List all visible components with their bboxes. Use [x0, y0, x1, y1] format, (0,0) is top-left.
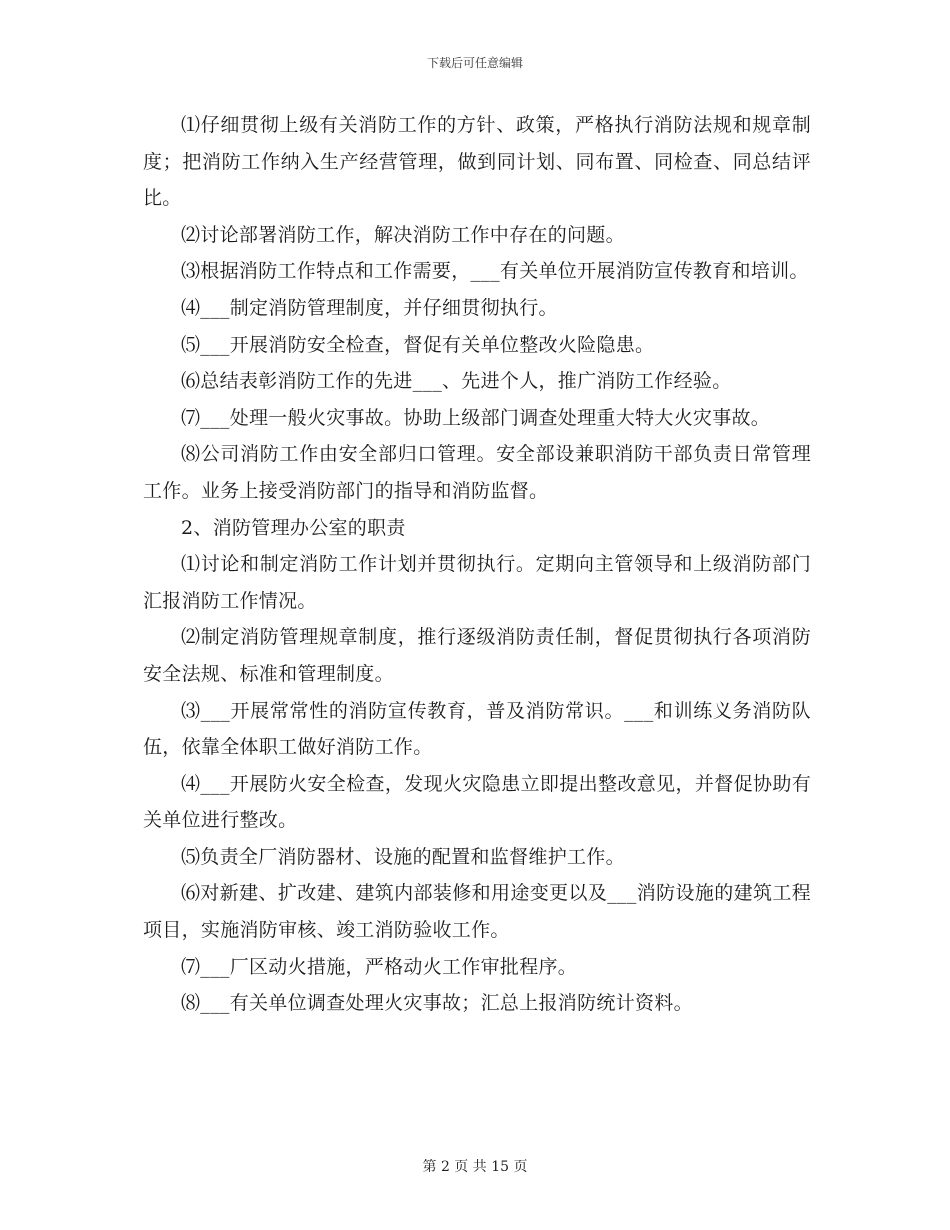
paragraph: ⑶根据消防工作特点和工作需要，___有关单位开展消防宣传教育和培训。: [181, 260, 809, 283]
paragraph: ⑸___开展消防安全检查，督促有关单位整改火险隐患。: [181, 333, 655, 356]
paragraph: ⑹总结表彰消防工作的先进___、先进个人，推广消防工作经验。: [181, 370, 732, 393]
paragraph: ⑹对新建、扩改建、建筑内部装修和用途变更以及___消防设施的建筑工程项目，实施消防审核、竣工消防验收工作。: [143, 882, 811, 942]
paragraph: ⑴仔细贯彻上级有关消防工作的方针、政策，严格执行消防法规和规章制度；把消防工作纳入生产经营管理，做到同计划、同布置、同检查、同总结评比。: [143, 114, 811, 210]
paragraph: ⑻公司消防工作由安全部归口管理。安全部设兼职消防干部负责日常管理工作。业务上接受消防部门的指导和消防监督。: [143, 443, 811, 502]
page-footer: 第 2 页 共 15 页: [422, 1159, 528, 1175]
paragraph: ⑶___开展常常性的消防宣传教育，普及消防常识。___和训练义务消防队伍，依靠全体职工做好消防工作。: [143, 699, 811, 759]
paragraph: ⑵讨论部署消防工作，解决消防工作中存在的问题。: [181, 223, 625, 246]
paragraph: ⑴讨论和制定消防工作计划并贯彻执行。定期向主管领导和上级消防部门汇报消防工作情况。: [143, 553, 811, 612]
paragraph: ⑻___有关单位调查处理火灾事故；汇总上报消防统计资料。: [181, 992, 693, 1015]
page-header: 下载后可任意编辑: [426, 56, 523, 70]
paragraph: ⑸负责全厂消防器材、设施的配置和监督维护工作。: [181, 845, 625, 868]
section-heading: 2、消防管理办公室的职责: [181, 516, 406, 539]
document-body: [143, 107, 811, 1022]
paragraph: ⑷___制定消防管理制度，并仔细贯彻执行。: [181, 296, 558, 319]
paragraph: ⑵制定消防管理规章制度，推行逐级消防责任制，督促贯彻执行各项消防安全法规、标准和管理制度。: [143, 626, 811, 685]
paragraph: ⑷___开展防火安全检查，发现火灾隐患立即提出整改意见，并督促协助有关单位进行整改。: [143, 772, 811, 832]
paragraph: ⑺___处理一般火灾事故。协助上级部门调查处理重大特大火灾事故。: [181, 406, 771, 429]
paragraph: ⑺___厂区动火措施，严格动火工作审批程序。: [181, 955, 578, 978]
